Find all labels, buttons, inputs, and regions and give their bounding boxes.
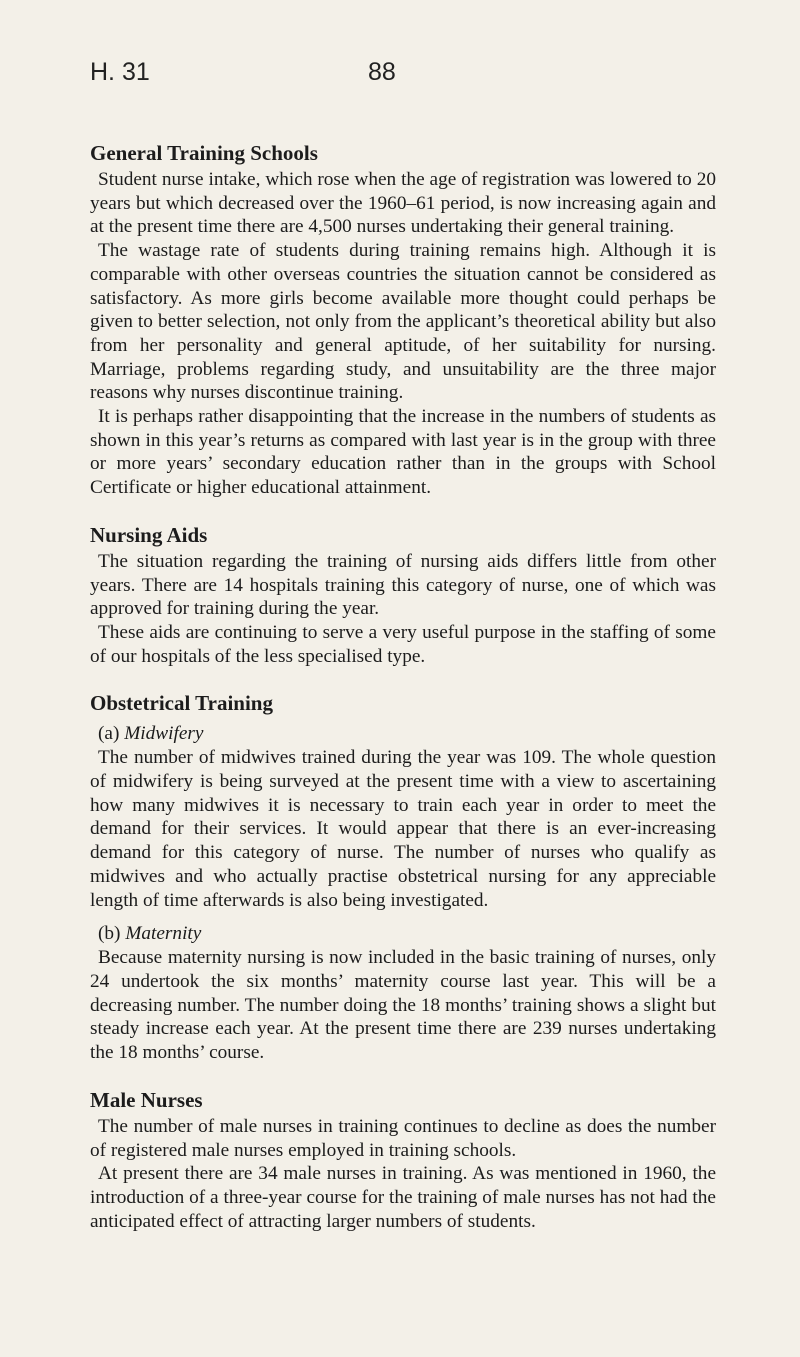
section-nursing-aids [90, 522, 716, 669]
paragraph: The situation regarding the training of nursing aids differs little from other years. There are 14 hospitals training this category of nurse, one of which was approved for training during the year. [90, 550, 716, 620]
page-body [90, 140, 716, 1255]
paragraph: The number of male nurses in training continues to decline as does the number of registered male nurses employed in training schools. [90, 1115, 716, 1161]
subsection-title: Maternity [125, 923, 202, 945]
section-obstetrical-training [90, 690, 716, 1064]
paragraph: It is perhaps rather disappointing that the increase in the numbers of students as shown in this year’s returns as compared with last year is in the group with three or more years’ secondary education rather than in the groups with School Certificate or higher educational attainment. [90, 406, 716, 499]
paragraph: At present there are 34 male nurses in training. As was mentioned in 1960, the introduction of a three-year course for the training of male nurses has not had the anticipated effect of attracting larger numbers of students. [90, 1163, 716, 1232]
subsection-heading-midwifery [98, 722, 716, 746]
page-number: 88 [368, 58, 396, 86]
subsection-marker: (b) [98, 923, 121, 945]
paragraph: The number of midwives trained during the year was 109. The whole question of midwifery is being surveyed at the present time with a view to ascertaining how many midwives it is necessary to train each year in order to meet the demand for their services. It would appear that there is an ever-increasing demand for this category of nurse. The number of nurses who qualify as midwives and who actually practise obstetrical nursing for any appreciable length of time afterwards is also being investigated. [90, 747, 716, 911]
section-heading: General Training Schools [90, 141, 318, 165]
section-heading: Nursing Aids [90, 522, 208, 547]
section-general-training-schools [90, 140, 716, 500]
subsection-title: Midwifery [124, 723, 204, 745]
paragraph: The wastage rate of students during training remains high. Although it is comparable with other overseas countries the situation cannot be considered as satisfactory. As more girls become available more thought could perhaps be given to better selection, not only from the applicant’s theoretical ability but also from her personality and general aptitude, of her suitability for nursing. Marriage, problems regarding study, and unsuitability are the three major reasons why nurses discontinue training. [90, 240, 716, 404]
section-male-nurses [90, 1087, 716, 1234]
section-heading: Obstetrical Training [90, 691, 273, 716]
paragraph: Student nurse intake, which rose when the age of registration was lowered to 20 years but which decreased over the 1960–61 period, is now increasing again and at the present time there are 4,500 nurses undertaking their general training. [90, 169, 716, 238]
subsection-heading-maternity [98, 922, 716, 946]
paragraph: Because maternity nursing is now included in the basic training of nurses, only 24 undertook the six months’ maternity course last year. This will be a decreasing number. The number doing the 18 months’ training shows a slight but steady increase each year. At the present time there are 239 nurses undertaking the 18 months’ course. [90, 947, 716, 1064]
page-header [90, 58, 710, 94]
document-reference: H. 31 [90, 58, 150, 86]
subsection-marker: (a) [98, 723, 120, 745]
section-heading: Male Nurses [90, 1087, 203, 1112]
paragraph: These aids are continuing to serve a very useful purpose in the staffing of some of our hospitals of the less specialised type. [90, 621, 716, 667]
